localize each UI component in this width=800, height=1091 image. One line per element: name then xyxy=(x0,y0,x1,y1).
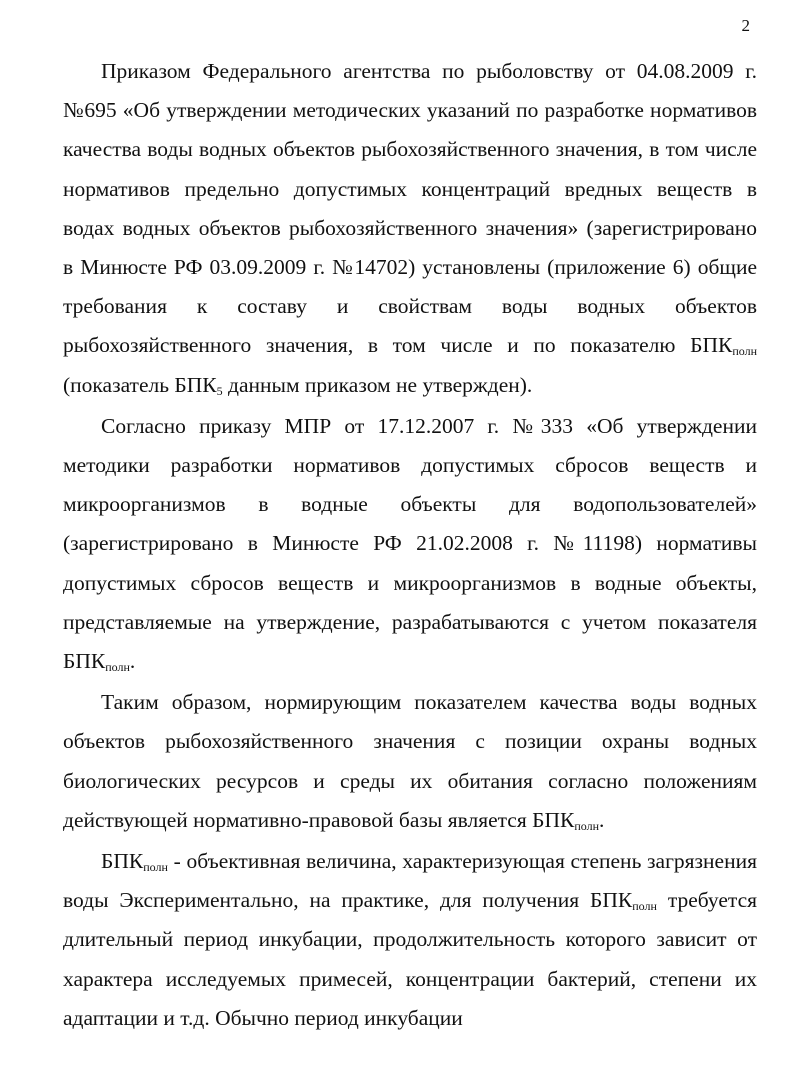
paragraph xyxy=(63,52,757,405)
subscript: полн xyxy=(632,899,657,914)
paragraph xyxy=(63,407,757,681)
text-run: Согласно приказу МПР от 17.12.2007 г. №333 «Об утверждении методики разработки нормативов допустимых сбросов веществ и микроорганизмов в водные объекты для водопользователей» (зарегистрировано в Минюсте РФ 21.02.2008 г. №11198) нормативы допустимых сбросов веществ и микроорганизмов в водные объекты, представляемые на утверждение, разрабатываются с учетом показателя БПК xyxy=(63,413,757,674)
text-run: данным приказом не утвержден). xyxy=(222,372,533,397)
paragraph xyxy=(63,683,757,840)
subscript: полн xyxy=(732,344,757,359)
subscript: полн xyxy=(574,818,599,833)
subscript: 5 xyxy=(216,383,223,398)
page-number: 2 xyxy=(741,16,750,35)
text-run: - объективная величина, характеризующая степень загрязнения воды Экспериментально, на практике, для получения БПК xyxy=(63,849,757,913)
text-run: БПК xyxy=(101,849,144,874)
text-run: требуется длительный период инкубации, продолжительность которого зависит от характера исследуемых примесей, концентрации бактерий, степени их адаптации и т.д. Обычно период инкубации xyxy=(63,888,757,1030)
text-run: (показатель БПК xyxy=(63,372,217,397)
subscript: полн xyxy=(105,660,130,675)
text-run: Таким образом, нормирующим показателем качества воды водных объектов рыбохозяйственного значения с позиции охраны водных биологических ресурсов и среды их обитания согласно положениям действующей нормативно-правовой базы является БПК xyxy=(63,690,757,832)
subscript: полн xyxy=(143,860,168,875)
text-run: . xyxy=(129,649,136,674)
document-body xyxy=(63,52,757,1040)
text-run: . xyxy=(599,807,605,832)
paragraph xyxy=(63,842,757,1038)
text-run: Приказом Федерального агентства по рыболовству от 04.08.2009 г. №695 «Об утверждении методических указаний по разработке нормативов качества воды водных объектов рыбохозяйственного значения, в том числе нормативов предельно допустимых концентраций вредных веществ в водах водных объектов рыбохозяйственного значения» (зарегистрировано в Минюсте РФ 03.09.2009 г. №14702) установлены (приложение 6) общие требования к составу и свойствам воды водных объектов рыбохозяйственного значения, в том числе и по показателю БПК xyxy=(63,59,757,358)
